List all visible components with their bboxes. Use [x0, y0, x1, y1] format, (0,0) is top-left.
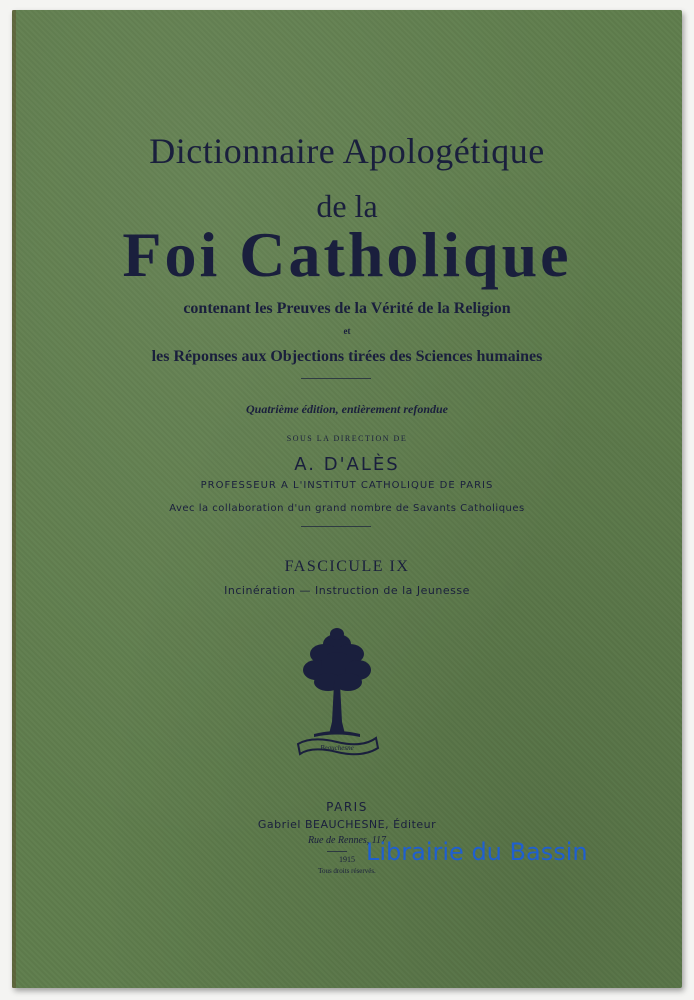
divider-rule-small — [327, 851, 347, 852]
fascicule-contents: Incinération — Instruction de la Jeunesse — [224, 584, 470, 597]
divider-rule-middle — [301, 526, 371, 527]
divider-rule-top — [301, 378, 371, 379]
title-line-2: de la — [316, 188, 378, 224]
direction-label: SOUS LA DIRECTION DE — [286, 434, 408, 443]
tree-emblem-icon — [292, 622, 382, 767]
author-name: A. D'ALÈS — [294, 454, 400, 475]
subtitle-line-1: contenant les Preuves de la Vérité de la Religion — [183, 300, 511, 317]
subtitle-conjunction: et — [343, 326, 351, 336]
publication-year: 1915 — [339, 855, 355, 864]
collaboration-note: Avec la collaboration d'un grand nombre de Savants Catholiques — [169, 503, 525, 514]
publisher-city: PARIS — [326, 800, 368, 814]
seller-watermark: Librairie du Bassin — [366, 838, 588, 866]
edition-note: Quatrième édition, entièrement refondue — [246, 402, 448, 416]
publisher-address: Rue de Rennes, 117 — [307, 835, 387, 846]
subtitle-line-2: les Réponses aux Objections tirées des Sciences humaines — [151, 348, 543, 365]
main-title: Foi Catholique — [122, 219, 572, 290]
author-title: PROFESSEUR A L'INSTITUT CATHOLIQUE DE PARIS — [200, 480, 494, 491]
emblem-motto: Beauchesne — [320, 744, 354, 752]
publisher-name: Gabriel BEAUCHESNE, Éditeur — [257, 818, 437, 831]
rights-note: Tous droits réservés. — [318, 867, 376, 875]
fascicule-number: FASCICULE IX — [284, 558, 410, 575]
title-line-1: Dictionnaire Apologétique — [149, 131, 545, 171]
